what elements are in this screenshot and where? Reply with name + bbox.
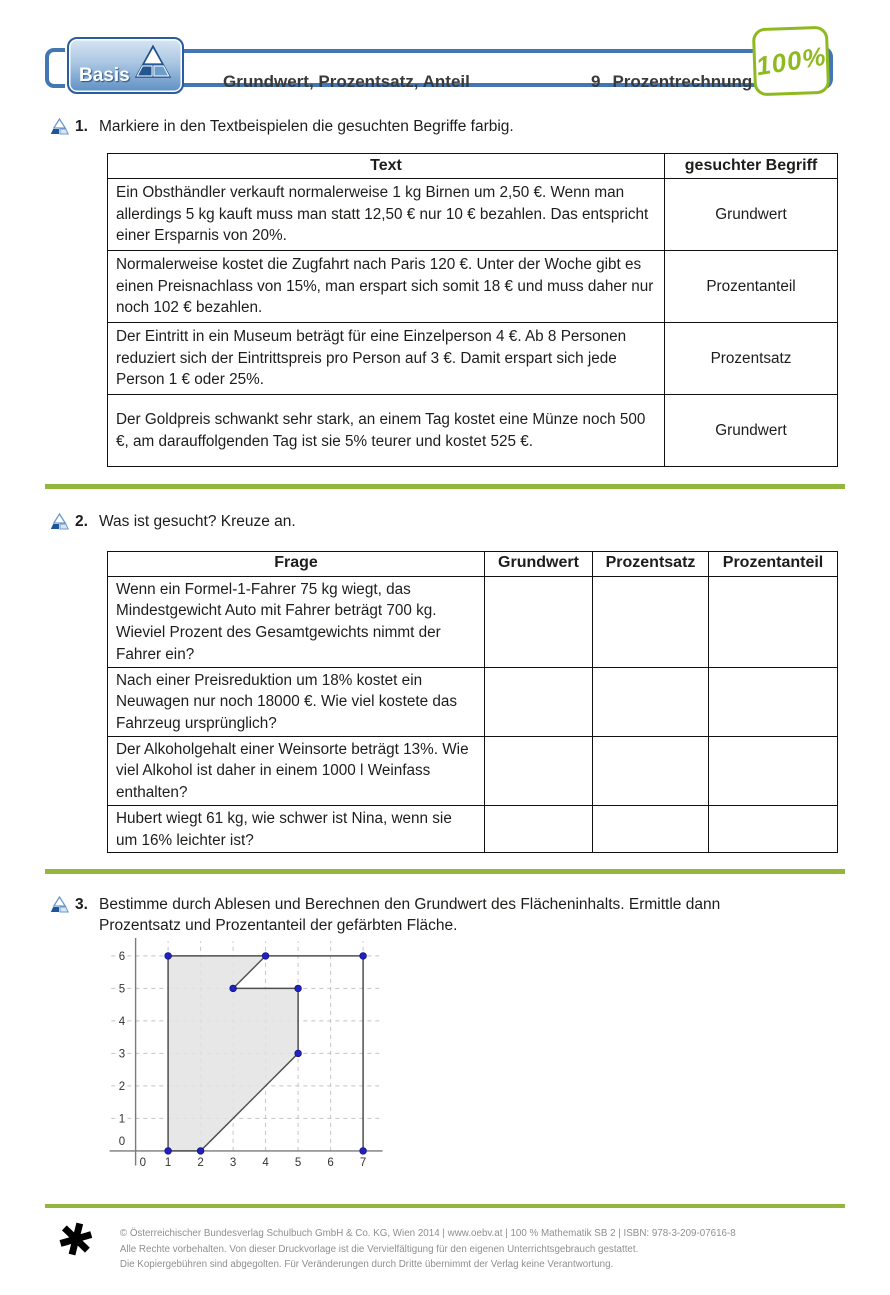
hundred-percent-logo	[752, 26, 830, 97]
section-divider	[45, 1204, 845, 1209]
task-pyramid-icon	[50, 896, 69, 919]
example-text-cell: Ein Obsthändler verkauft normalerweise 1 kg Birnen um 2,50 €. Wenn man allerdings 5 kg kauft muss man statt 12,50 € nur 10 € bezahlen. Das entspricht einer Ersparnis von 20%.	[108, 179, 665, 251]
checkbox-cell-prozentsatz[interactable]	[593, 667, 709, 736]
question-cell: Wenn ein Formel-1-Fahrer 75 kg wiegt, das Mindestgewicht Auto mit Fahrer beträgt 700 kg. Wieviel Prozent des Gesamtgewichts nimmt der Fahrer ein?	[108, 576, 485, 667]
pyramid-icon	[132, 44, 174, 85]
question-cell: Der Alkoholgehalt einer Weinsorte beträgt 13%. Wie viel Alkohol ist daher in einem 1000 l Weinfass enthalten?	[108, 736, 485, 805]
begriff-answer-cell: Prozentanteil	[665, 251, 838, 323]
column-header-grundwert: Grundwert	[485, 551, 593, 576]
begriff-answer-cell: Grundwert	[665, 179, 838, 251]
table-row	[108, 805, 838, 852]
page-title: Grundwert, Prozentsatz, Anteil	[223, 72, 470, 91]
checkbox-cell-prozentsatz[interactable]	[593, 805, 709, 852]
table-header-row	[108, 154, 838, 179]
task-pyramid-icon	[50, 513, 69, 536]
checkbox-cell-prozentanteil[interactable]	[709, 667, 838, 736]
svg-text:1: 1	[164, 1156, 172, 1169]
table-header-row	[108, 551, 838, 576]
task-instruction: Was ist gesucht? Kreuze an.	[99, 512, 296, 530]
svg-text:7: 7	[359, 1156, 367, 1169]
checkbox-cell-prozentsatz[interactable]	[593, 736, 709, 805]
section-divider	[45, 484, 845, 489]
column-header-prozentsatz: Prozentsatz	[593, 551, 709, 576]
example-text-cell: Normalerweise kostet die Zugfahrt nach Paris 120 €. Unter der Woche gibt es einen Preisnachlass von 15%, man erspart sich somit 18 € und muss daher nur noch 102 € bezahlen.	[108, 251, 665, 323]
header	[45, 36, 845, 110]
svg-text:2: 2	[197, 1156, 204, 1169]
checkbox-cell-grundwert[interactable]	[485, 667, 593, 736]
column-header-begriff: gesuchter Begriff	[665, 154, 838, 179]
task-instruction: Bestimme durch Ablesen und Berechnen den Grundwert des Flächeninhalts. Ermittle dann Prozentsatz und Prozentanteil der gefärbten Fläche.	[99, 895, 721, 934]
left-bracket-decoration	[45, 48, 65, 88]
question-cell: Nach einer Preisreduktion um 18% kostet ein Neuwagen nur noch 18000 €. Wie viel kostete das Fahrzeug ursprünglich?	[108, 667, 485, 736]
checkbox-cell-prozentsatz[interactable]	[593, 576, 709, 667]
publisher-asterisk-logo: ✱	[51, 1212, 100, 1270]
table-row	[108, 395, 838, 467]
table-row	[108, 251, 838, 323]
checkbox-cell-prozentanteil[interactable]	[709, 736, 838, 805]
footer	[45, 1212, 845, 1272]
svg-text:1: 1	[118, 1113, 126, 1126]
task-1	[50, 116, 845, 141]
checkbox-cell-prozentanteil[interactable]	[709, 576, 838, 667]
svg-text:6: 6	[118, 950, 126, 963]
svg-text:5: 5	[118, 983, 126, 996]
imprint-line: Die Kopiergebühren sind abgegolten. Für Veränderungen durch Dritte übernimmt der Verlag keine Verantwortung.	[119, 1258, 614, 1270]
table-row	[108, 736, 838, 805]
worksheet-page	[0, 36, 890, 1295]
table-row	[108, 323, 838, 395]
begriff-answer-cell: Prozentsatz	[665, 323, 838, 395]
example-text-cell: Der Eintritt in ein Museum beträgt für eine Einzelperson 4 €. Ab 8 Personen reduziert sich der Eintrittspreis pro Person auf 3 €. Damit erspart sich jede Person 1 € oder 25%.	[108, 323, 665, 395]
checkbox-cell-prozentanteil[interactable]	[709, 805, 838, 852]
checkbox-cell-grundwert[interactable]	[485, 736, 593, 805]
task-instruction: Markiere in den Textbeispielen die gesuchten Begriffe farbig.	[99, 118, 514, 135]
table-row	[108, 667, 838, 736]
kreuze-an-table	[107, 551, 838, 854]
task-number: 1.	[75, 118, 88, 135]
column-header-prozentanteil: Prozentanteil	[709, 551, 838, 576]
svg-text:4: 4	[262, 1156, 269, 1169]
hundred-percent-text: 100%	[753, 40, 829, 81]
column-header-frage: Frage	[108, 551, 485, 576]
svg-text:3: 3	[229, 1156, 237, 1169]
imprint-line: © Österreichischer Bundesverlag Schulbuch GmbH & Co. KG, Wien 2014 | www.oebv.at | 100 % Mathematik SB 2 | ISBN: 978-3-209-07616-8	[119, 1228, 736, 1240]
svg-text:0: 0	[139, 1156, 147, 1169]
chapter-name: Prozentrechnung	[612, 72, 753, 91]
task-number: 3.	[75, 895, 88, 913]
imprint-text	[120, 1218, 736, 1272]
task-pyramid-icon	[50, 118, 69, 141]
svg-text:4: 4	[118, 1015, 126, 1028]
checkbox-cell-grundwert[interactable]	[485, 805, 593, 852]
svg-text:3: 3	[118, 1048, 126, 1061]
task-3	[50, 894, 845, 936]
example-text-cell: Der Goldpreis schwankt sehr stark, an einem Tag kostet eine Münze noch 500 €, am darauffolgenden Tag ist sie 5% teurer und kostet 525 €.	[108, 395, 665, 467]
svg-text:5: 5	[294, 1156, 302, 1169]
task3-chart	[95, 938, 391, 1183]
imprint-line: Alle Rechte vorbehalten. Von dieser Druckvorlage ist die Vervielfältigung für den eigenen Unterrichtsgebrauch gestattet.	[119, 1243, 639, 1255]
coordinate-grid-figure	[95, 938, 845, 1188]
svg-text:0: 0	[118, 1136, 126, 1149]
basis-badge	[67, 37, 184, 94]
begriffe-table	[107, 153, 838, 467]
chapter-label	[591, 72, 752, 92]
table-row	[108, 179, 838, 251]
chapter-number: 9	[591, 72, 601, 91]
checkbox-cell-grundwert[interactable]	[485, 576, 593, 667]
svg-text:6: 6	[327, 1156, 334, 1169]
table-row	[108, 576, 838, 667]
basis-badge-label: Basis	[79, 65, 130, 86]
section-divider	[45, 869, 845, 874]
column-header-text: Text	[108, 154, 665, 179]
task-2	[50, 511, 845, 536]
question-cell: Hubert wiegt 61 kg, wie schwer ist Nina, wenn sie um 16% leichter ist?	[108, 805, 485, 852]
svg-text:2: 2	[118, 1080, 126, 1093]
begriff-answer-cell: Grundwert	[665, 395, 838, 467]
task-number: 2.	[75, 512, 88, 530]
